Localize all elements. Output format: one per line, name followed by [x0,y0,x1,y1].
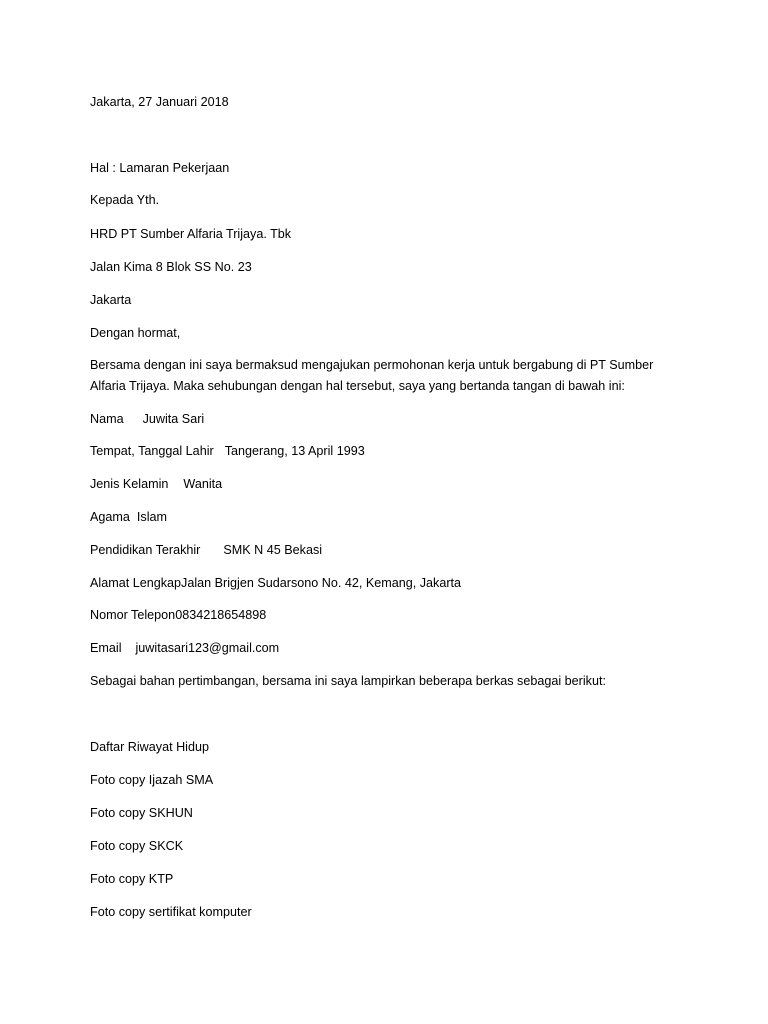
field-label: Alamat Lengkap [90,576,182,590]
intro-paragraph-line-1: Bersama dengan ini saya bermaksud mengajukan permohonan kerja untuk bergabung di PT Sumber [90,358,654,372]
field-value: Juwita Sari [142,412,205,426]
recipient-greeting: Kepada Yth. [90,193,160,207]
recipient-company: HRD PT Sumber Alfaria Trijaya. Tbk [90,227,292,241]
field-value: 0834218654898 [175,608,267,622]
attachment-item: Foto copy SKHUN [90,806,193,820]
field-label: Agama [90,510,130,524]
attachment-item: Daftar Riwayat Hidup [90,740,209,754]
field-label: Email [90,641,122,655]
recipient-city: Jakarta [90,293,132,307]
field-value: juwitasari123@gmail.com [135,641,280,655]
field-alamat-lengkap [90,575,461,591]
field-value: SMK N 45 Bekasi [223,543,323,557]
field-label: Pendidikan Terakhir [90,543,201,557]
field-value: Islam [136,510,167,524]
subject-line: Hal : Lamaran Pekerjaan [90,161,230,175]
attachments-intro: Sebagai bahan pertimbangan, bersama ini saya lampirkan beberapa berkas sebagai berikut: [90,674,606,688]
field-label: Nama [90,412,124,426]
field-pendidikan-terakhir [90,542,322,558]
attachment-item: Foto copy KTP [90,872,174,886]
field-jenis-kelamin [90,476,222,492]
intro-paragraph-line-2: Alfaria Trijaya. Maka sehubungan dengan hal tersebut, saya yang bertanda tangan di bawah ini: [90,379,625,393]
field-value: Tangerang, 13 April 1993 [224,444,365,458]
field-tempat-tanggal-lahir [90,443,365,459]
field-value: Jalan Brigjen Sudarsono No. 42, Kemang, Jakarta [181,576,462,590]
field-nomor-telepon [90,607,266,623]
field-label: Nomor Telepon [90,608,176,622]
salutation: Dengan hormat, [90,326,181,340]
field-nama [90,411,204,427]
attachment-item: Foto copy SKCK [90,839,184,853]
recipient-street: Jalan Kima 8 Blok SS No. 23 [90,260,252,274]
place-date: Jakarta, 27 Januari 2018 [90,95,229,109]
field-value: Wanita [183,477,223,491]
attachment-item: Foto copy sertifikat komputer [90,905,252,919]
attachment-item: Foto copy Ijazah SMA [90,773,214,787]
field-agama [90,509,167,525]
field-email [90,640,279,656]
field-label: Tempat, Tanggal Lahir [90,444,214,458]
field-label: Jenis Kelamin [90,477,169,491]
